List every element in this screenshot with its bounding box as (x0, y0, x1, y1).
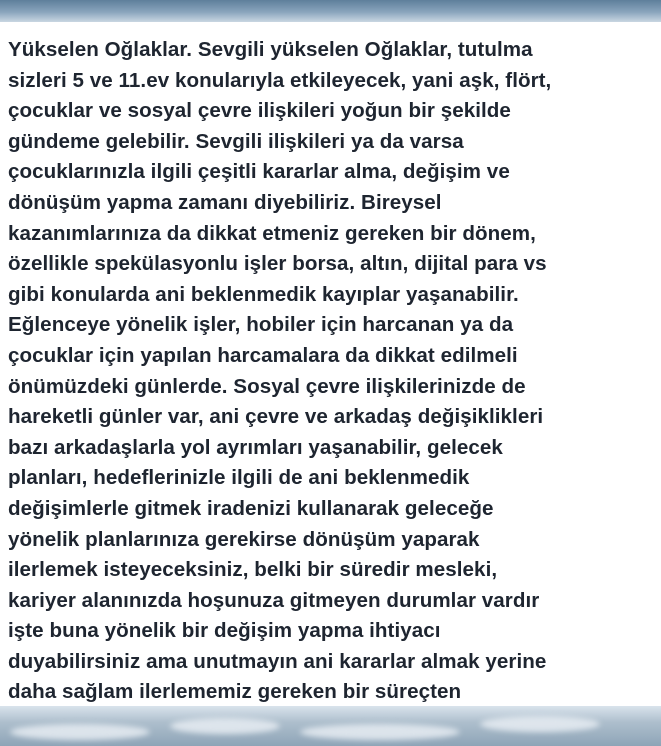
text-line: dönüşüm yapma zamanı diyebiliriz. Bireysel (8, 190, 442, 214)
cloud-shape (170, 718, 280, 734)
text-line: yönelik planlarınıza gerekirse dönüşüm yaparak (8, 527, 480, 551)
text-line: önümüzdeki günlerde. Sosyal çevre ilişkilerinizde de (8, 374, 526, 398)
text-line: daha sağlam ilerlememiz gereken bir süreçten (8, 680, 462, 704)
sky-background-bottom (0, 706, 661, 746)
text-line: Eğlenceye yönelik işler, hobiler için harcanan ya da (8, 313, 514, 337)
text-line: çocuklar için yapılan harcamalara da dikkat edilmeli (8, 343, 518, 367)
text-line: çocuklar ve sosyal çevre ilişkileri yoğun bir şekilde (8, 99, 511, 123)
text-line: hareketli günler var, ani çevre ve arkadaş değişiklikleri (8, 405, 544, 429)
text-line: çocuklarınızla ilgili çeşitli kararlar alma, değişim ve (8, 160, 510, 184)
text-line: bazı arkadaşlarla yol ayrımları yaşanabilir, gelecek (8, 435, 503, 459)
text-line: gündeme gelebilir. Sevgili ilişkileri ya da varsa (8, 129, 464, 153)
text-line: Yükselen Oğlaklar. Sevgili yükselen Oğlaklar, tutulma (8, 38, 533, 61)
cloud-shape (300, 724, 460, 740)
text-line: değişimlerle gitmek iradenizi kullanarak geleceğe (8, 496, 494, 520)
horoscope-text (8, 35, 653, 739)
text-line: işte buna yönelik bir değişim yapma ihtiyacı (8, 619, 441, 643)
cloud-shape (10, 724, 150, 740)
sky-background-top (0, 0, 661, 22)
text-line: ilerlemek isteyeceksiniz, belki bir süredir mesleki, (8, 558, 498, 582)
text-line: kariyer alanınızda hoşunuza gitmeyen durumlar vardır (8, 588, 540, 612)
cloud-shape (480, 716, 600, 732)
text-card (0, 22, 661, 708)
text-line: gibi konularda ani beklenmedik kayıplar yaşanabilir. (8, 282, 519, 306)
text-line: duyabilirsiniz ama unutmayın ani kararlar almak yerine (8, 649, 547, 673)
text-line: planları, hedeflerinizle ilgili de ani beklenmedik (8, 466, 470, 490)
text-line: kazanımlarınıza da dikkat etmeniz gereken bir dönem, (8, 221, 536, 245)
text-line: özellikle spekülasyonlu işler borsa, altın, dijital para vs (8, 252, 547, 276)
text-line: sizleri 5 ve 11.ev konularıyla etkileyecek, yani aşk, flört, (8, 68, 552, 92)
